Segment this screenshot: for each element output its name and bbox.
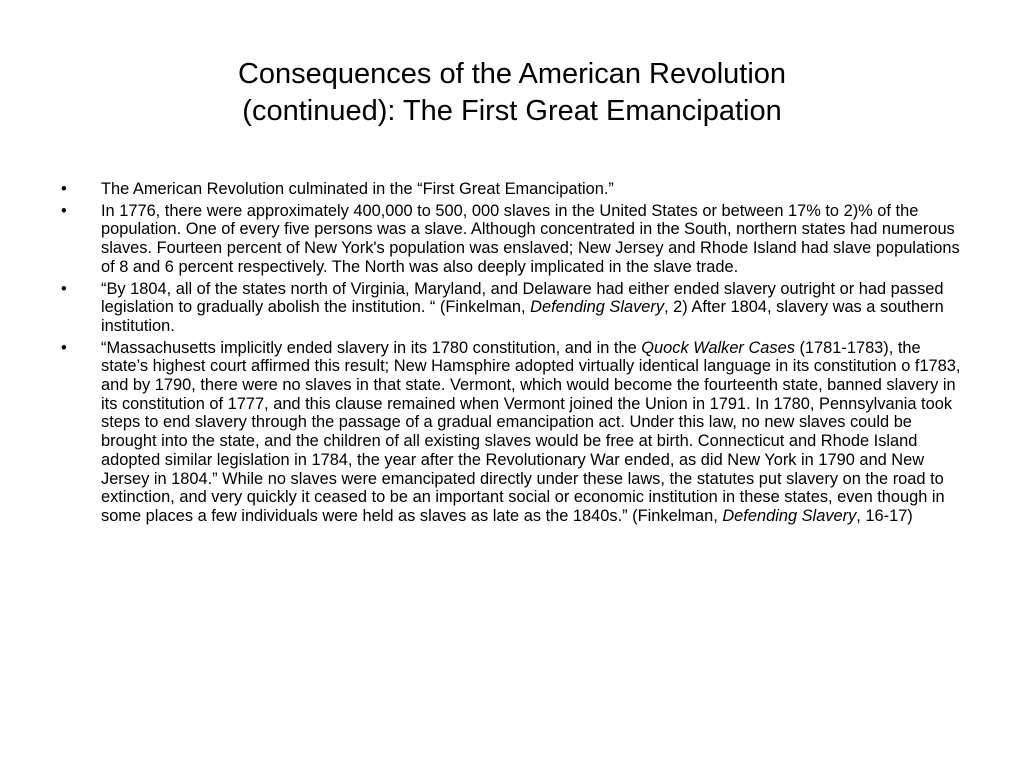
bullet-1-text: The American Revolution culminated in the “First Great Emancipation.” — [101, 180, 614, 198]
bullet-3-text-a: “By 1804, all of the states north of Virginia, Maryland, and Delaware had either ended slavery outright or had passed legislation to gradually abolish the institution. “ (Finkelman, — [101, 279, 944, 317]
slide-title — [100, 56, 924, 130]
case-name-italic: Quock Walker Cases — [641, 338, 795, 357]
slide-title-line-2: (continued): The First Great Emancipation — [242, 95, 782, 127]
bullet-4-text-c: , 16-17) — [856, 506, 913, 525]
bullet-item-1 — [58, 180, 968, 199]
bullet-marker: • — [61, 279, 67, 298]
bullet-list — [58, 180, 968, 529]
bullet-4-text-a: “Massachusetts implicitly ended slavery in its 1780 constitution, and in the — [101, 338, 642, 357]
bullet-marker: • — [61, 201, 67, 220]
bullet-3-text-b: , 2) After 1804, slavery was a southern institution. — [101, 298, 944, 335]
book-title-italic: Defending Slavery — [530, 298, 665, 317]
book-title-italic: Defending Slavery — [722, 506, 857, 525]
bullet-item-3 — [58, 280, 968, 336]
bullet-item-2 — [58, 202, 968, 277]
bullet-2-text: In 1776, there were approximately 400,000 to 500, 000 slaves in the United States or between 17% to 2)% of the population. One of every five persons was a slave. Although concentrated in the South, northern states had numerous slaves. Fourteen percent of New York's population was enslaved; New Jersey and Rhode Island had slave populations of 8 and 6 percent respectively. The North was also deeply implicated in the slave trade. — [101, 201, 960, 276]
slide-title-line-1: Consequences of the American Revolution — [237, 58, 787, 90]
bullet-item-4 — [58, 339, 968, 526]
bullet-4-text-b: (1781-1783), the state’s highest court affirmed this result; New Hamsphire adopted virtually identical language in its constitution o f1783, and by 1790, there were no slaves in that state. Vermont, which would become the fourteenth state, banned slavery in its constitution of 1777, and this clause remained when Vermont joined the Union in 1791. In 1780, Pennsylvania took steps to end slavery through the passage of a gradual emancipation act. Under this law, no new slaves could be brought into the state, and the children of all existing slaves would be free at birth. Connecticut and Rhode Island adopted similar legislation in 1784, the year after the Revolutionary War ended, as did New York in 1790 and New Jersey in 1804.” While no slaves were emancipated directly under these laws, the statutes put slavery on the road to extinction, and very quickly it ceased to be an important social or economic institution in these states, even though in some places a few individuals were held as slaves as late as the 1840s.” (Finkelman, — [101, 338, 961, 525]
bullet-marker: • — [61, 338, 67, 357]
bullet-marker: • — [61, 180, 67, 198]
